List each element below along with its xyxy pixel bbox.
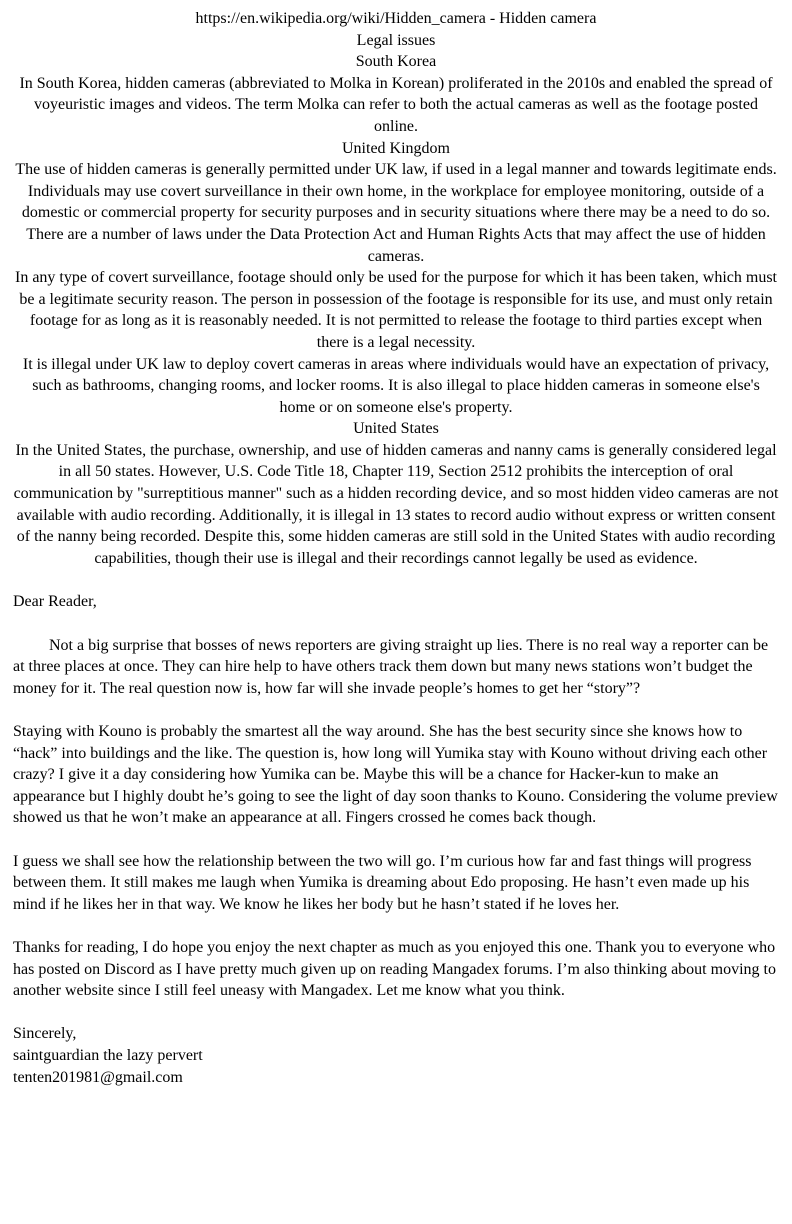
uk-paragraph-2: In any type of covert surveillance, footage should only be used for the purpose for which it has been taken, which must be a legitimate security reason. The person in possession of the footage is responsible for its use, and must only retain footage for as long as it is reasonably needed. It is not permitted to release the footage to third parties except when there is a legal necessity. [14, 269, 777, 351]
uk-paragraph-3: It is illegal under UK law to deploy covert cameras in areas where individuals would have an expectation of privacy, such as bathrooms, changing rooms, and locker rooms. It is also illegal to place hidden cameras in someone else's home or on someone else's property. [22, 355, 770, 416]
letter-paragraph-4: Thanks for reading, I do hope you enjoy the next chapter as much as you enjoyed this one. Thank you to everyone who has posted on Discord as I have pretty much given up on reading Mangadex forums. I’m also thinking about moving to another website since I still feel uneasy with Mangadex. Let me know what you think. [13, 938, 776, 1000]
section-title: Legal issues [356, 31, 436, 49]
uk-paragraph-1: The use of hidden cameras is generally permitted under UK law, if used in a legal manner and towards legitimate ends. Individuals may use covert surveillance in their own home, in the workplace for employee monitoring, outside of a domestic or commercial property for security purposes and in security situations where there may be a need to do so. There are a number of laws under the Data Protection Act and Human Rights Acts that may affect the use of hidden cameras. [15, 161, 777, 265]
letter-paragraph-3: I guess we shall see how the relationship between the two will go. I’m curious how far and fast things will progress between them. It still makes me laugh when Yumika is dreaming about Edo proposing. He hasn’t even made up his mind if he likes her in that way. We know he likes her body but he hasn’t stated if he loves her. [13, 852, 752, 913]
source-line: https://en.wikipedia.org/wiki/Hidden_camera - Hidden camera [195, 10, 597, 27]
south-korea-paragraph: In South Korea, hidden cameras (abbreviated to Molka in Korean) proliferated in the 2010s and enabled the spread of voyeuristic images and videos. The term Molka can refer to both the actual cameras as well as the footage posted online. [19, 74, 773, 135]
subheading-south-korea: South Korea [355, 53, 437, 71]
letter-paragraph-1: Not a big surprise that bosses of news reporters are giving straight up lies. There is no real way a reporter can be at three places at once. They can hire help to have others track them down but many news stations won’t budget the money for it. The real question now is, how far will she invade people’s homes to get her “story”? [13, 636, 769, 697]
letter-signature: saintguardian the lazy pervert [13, 1046, 203, 1064]
article-excerpt [13, 8, 779, 569]
letter-salutation: Dear Reader, [13, 593, 97, 611]
letter-email: tenten201981@gmail.com [13, 1068, 183, 1086]
subheading-united-kingdom: United Kingdom [342, 139, 450, 157]
us-paragraph: In the United States, the purchase, ownership, and use of hidden cameras and nanny cams is generally considered legal in all 50 states. However, U.S. Code Title 18, Chapter 119, Section 2512 prohibits the interception of oral communication by "surreptitious manner" such as a hidden recording device, and so most hidden video cameras are not available with audio recording. Additionally, it is illegal in 13 states to record audio without express or written consent of the nanny being recorded. Despite this, some hidden cameras are still sold in the United States with audio recording capabilities, though their use is illegal and their recordings cannot legally be used as evidence. [13, 441, 779, 567]
letter-closing: Sincerely, [13, 1025, 77, 1043]
subheading-united-states: United States [353, 420, 439, 438]
letter-to-reader [13, 591, 779, 1088]
letter-paragraph-2: Staying with Kouno is probably the smartest all the way around. She has the best security since she knows how to “hack” into buildings and the like. The question is, how long will Yumika stay with Kouno without driving each other crazy? I give it a day considering how Yumika can be. Maybe this will be a chance for Hacker-kun to make an appearance but I highly doubt he’s going to see the light of day soon thanks to Kouno. Considering the volume preview showed us that he won’t make an appearance at all. Fingers crossed he comes back though. [13, 723, 778, 827]
